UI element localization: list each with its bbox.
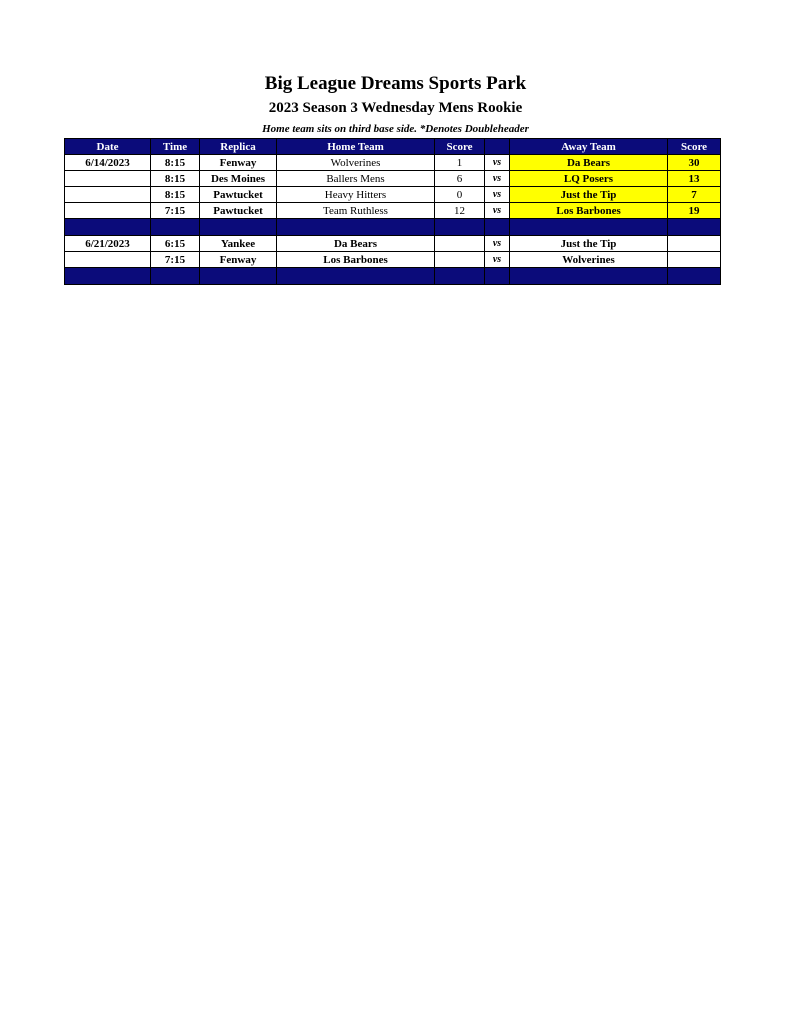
time-cell: 8:15 xyxy=(151,171,200,187)
time-cell: 7:15 xyxy=(151,203,200,219)
away-score-cell xyxy=(668,236,721,252)
away-score-cell xyxy=(668,252,721,268)
week-separator-row xyxy=(65,219,721,236)
col-header-home-score: Score xyxy=(435,139,485,155)
replica-cell: Pawtucket xyxy=(200,203,277,219)
time-cell: 8:15 xyxy=(151,187,200,203)
vs-cell: vs xyxy=(485,155,510,171)
home-score-cell xyxy=(435,252,485,268)
home-score-cell xyxy=(435,236,485,252)
replica-cell: Pawtucket xyxy=(200,187,277,203)
home-score-cell: 12 xyxy=(435,203,485,219)
date-cell xyxy=(65,203,151,219)
table-row xyxy=(65,171,721,187)
col-header-away-score: Score xyxy=(668,139,721,155)
away-score-cell: 13 xyxy=(668,171,721,187)
replica-cell: Fenway xyxy=(200,252,277,268)
home-team-cell: Ballers Mens xyxy=(277,171,435,187)
away-team-cell: Da Bears xyxy=(510,155,668,171)
table-header-row xyxy=(65,139,721,155)
away-team-cell: Wolverines xyxy=(510,252,668,268)
away-score-cell: 30 xyxy=(668,155,721,171)
schedule-table xyxy=(64,138,721,285)
col-header-home-team: Home Team xyxy=(277,139,435,155)
date-cell xyxy=(65,171,151,187)
time-cell: 7:15 xyxy=(151,252,200,268)
replica-cell: Fenway xyxy=(200,155,277,171)
home-score-cell: 1 xyxy=(435,155,485,171)
away-score-cell: 7 xyxy=(668,187,721,203)
schedule-note: Home team sits on third base side. *Denotes Doubleheader xyxy=(262,123,529,135)
home-team-cell: Wolverines xyxy=(277,155,435,171)
vs-cell: vs xyxy=(485,171,510,187)
page-title: Big League Dreams Sports Park xyxy=(264,73,527,94)
away-team-cell: Just the Tip xyxy=(510,187,668,203)
table-row xyxy=(65,203,721,219)
home-team-cell: Team Ruthless xyxy=(277,203,435,219)
replica-cell: Yankee xyxy=(200,236,277,252)
date-cell xyxy=(65,252,151,268)
home-score-cell: 0 xyxy=(435,187,485,203)
table-row xyxy=(65,236,721,252)
page-subtitle: 2023 Season 3 Wednesday Mens Rookie xyxy=(268,100,523,116)
week-separator-row xyxy=(65,268,721,285)
home-team-cell: Heavy Hitters xyxy=(277,187,435,203)
vs-cell: vs xyxy=(485,252,510,268)
away-score-cell: 19 xyxy=(668,203,721,219)
col-header-date: Date xyxy=(65,139,151,155)
date-cell xyxy=(65,187,151,203)
table-row xyxy=(65,155,721,171)
col-header-replica: Replica xyxy=(200,139,277,155)
col-header-vs xyxy=(485,139,510,155)
replica-cell: Des Moines xyxy=(200,171,277,187)
away-team-cell: Just the Tip xyxy=(510,236,668,252)
home-team-cell: Los Barbones xyxy=(277,252,435,268)
home-score-cell: 6 xyxy=(435,171,485,187)
col-header-away-team: Away Team xyxy=(510,139,668,155)
date-cell: 6/14/2023 xyxy=(65,155,151,171)
home-team-cell: Da Bears xyxy=(277,236,435,252)
vs-cell: vs xyxy=(485,236,510,252)
table-row xyxy=(65,187,721,203)
away-team-cell: Los Barbones xyxy=(510,203,668,219)
time-cell: 8:15 xyxy=(151,155,200,171)
vs-cell: vs xyxy=(485,187,510,203)
col-header-time: Time xyxy=(151,139,200,155)
date-cell: 6/21/2023 xyxy=(65,236,151,252)
time-cell: 6:15 xyxy=(151,236,200,252)
vs-cell: vs xyxy=(485,203,510,219)
away-team-cell: LQ Posers xyxy=(510,171,668,187)
table-row xyxy=(65,252,721,268)
